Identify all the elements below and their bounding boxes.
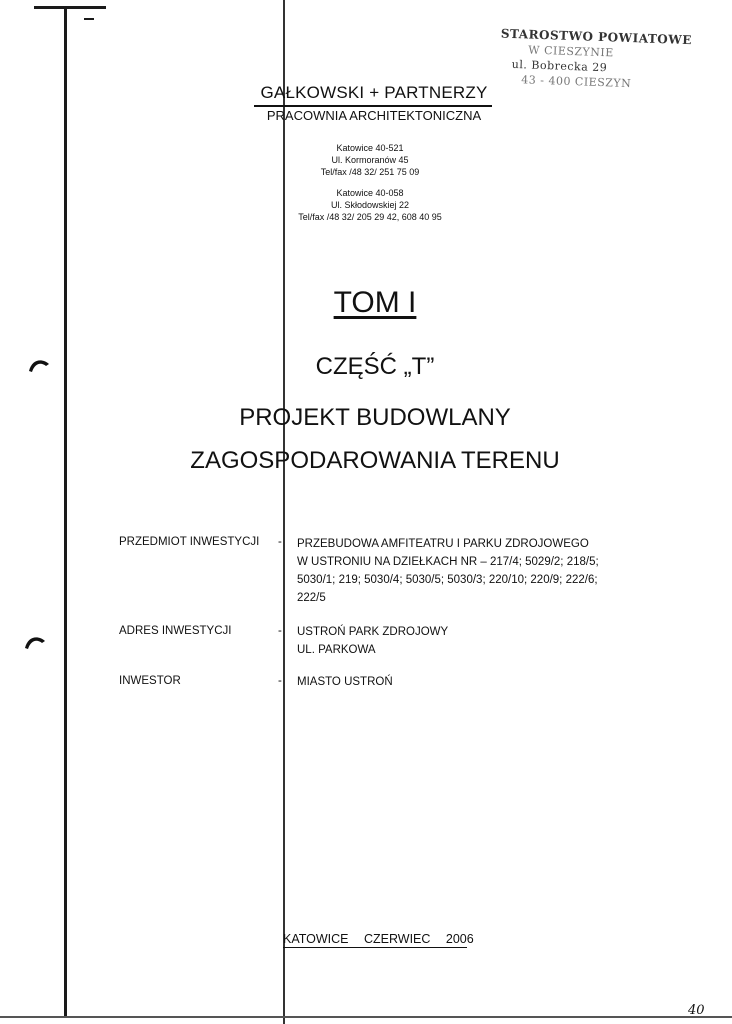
binder-edge-top <box>34 6 106 9</box>
firm-name: GAŁKOWSKI + PARTNERZY <box>260 83 488 102</box>
address-line: Katowice 40-521 <box>336 143 404 153</box>
address-line: Ul. Kormoranów 45 <box>331 155 409 165</box>
investment-address-label: ADRES INWESTYCJI <box>119 625 232 637</box>
stamp-line: W CIESZYNIE <box>528 43 615 60</box>
place-and-date: KATOWICE CZERWIEC 2006 <box>283 932 474 946</box>
value-line: MIASTO USTROŃ <box>297 676 393 688</box>
value-line: 5030/1; 219; 5030/4; 5030/5; 5030/3; 220/10; 220/9; 222/6; <box>297 574 598 586</box>
value-line: PRZEBUDOWA AMFITEATRU I PARKU ZDROJOWEGO <box>297 538 589 550</box>
part-title: CZĘŚĆ „T” <box>315 353 435 380</box>
page-number: 40 <box>688 1003 705 1018</box>
investment-subject-value <box>297 535 657 607</box>
office-address-1 <box>270 142 470 178</box>
office-address-2 <box>270 187 470 223</box>
value-line: W USTRONIU NA DZIEŁKACH NR – 217/4; 5029/2; 218/5; <box>297 556 599 568</box>
stamp-line: STAROSTWO POWIATOWE <box>500 26 693 48</box>
address-line: Ul. Skłodowskiej 22 <box>330 200 410 210</box>
address-line: Tel/fax /48 32/ 205 29 42, 608 40 95 <box>298 212 442 222</box>
address-line: Katowice 40-058 <box>336 188 404 198</box>
separator-dash: - <box>278 625 282 637</box>
stamp-line: ul. Bobrecka 29 <box>511 57 608 75</box>
project-title-line-1: PROJEKT BUDOWLANY <box>239 404 511 431</box>
binder-edge-tick <box>84 6 94 20</box>
office-stamp <box>499 27 701 94</box>
stamp-line: 43 - 400 CIESZYN <box>521 73 632 91</box>
project-title-line-2: ZAGOSPODAROWANIA TERENU <box>190 447 560 474</box>
punch-hole-mark-lower <box>24 634 46 650</box>
volume-title: TOM I <box>333 286 417 319</box>
separator-dash: - <box>278 536 282 548</box>
value-line: 222/5 <box>297 592 326 604</box>
binder-edge-line <box>64 6 67 1016</box>
punch-hole-mark-upper <box>28 357 50 373</box>
value-line: UL. PARKOWA <box>297 644 376 656</box>
place-and-date-underline <box>283 947 467 948</box>
firm-subtitle: PRACOWNIA ARCHITEKTONICZNA <box>266 108 482 123</box>
investment-address-value <box>297 623 657 659</box>
investor-value <box>297 673 657 691</box>
investment-subject-label: PRZEDMIOT INWESTYCJI <box>119 536 260 548</box>
address-line: Tel/fax /48 32/ 251 75 09 <box>320 167 420 177</box>
scan-bottom-edge <box>0 1016 732 1018</box>
firm-name-underline <box>254 105 492 107</box>
value-line: USTROŃ PARK ZDROJOWY <box>297 626 449 638</box>
investor-label: INWESTOR <box>119 675 181 687</box>
separator-dash: - <box>278 675 282 687</box>
